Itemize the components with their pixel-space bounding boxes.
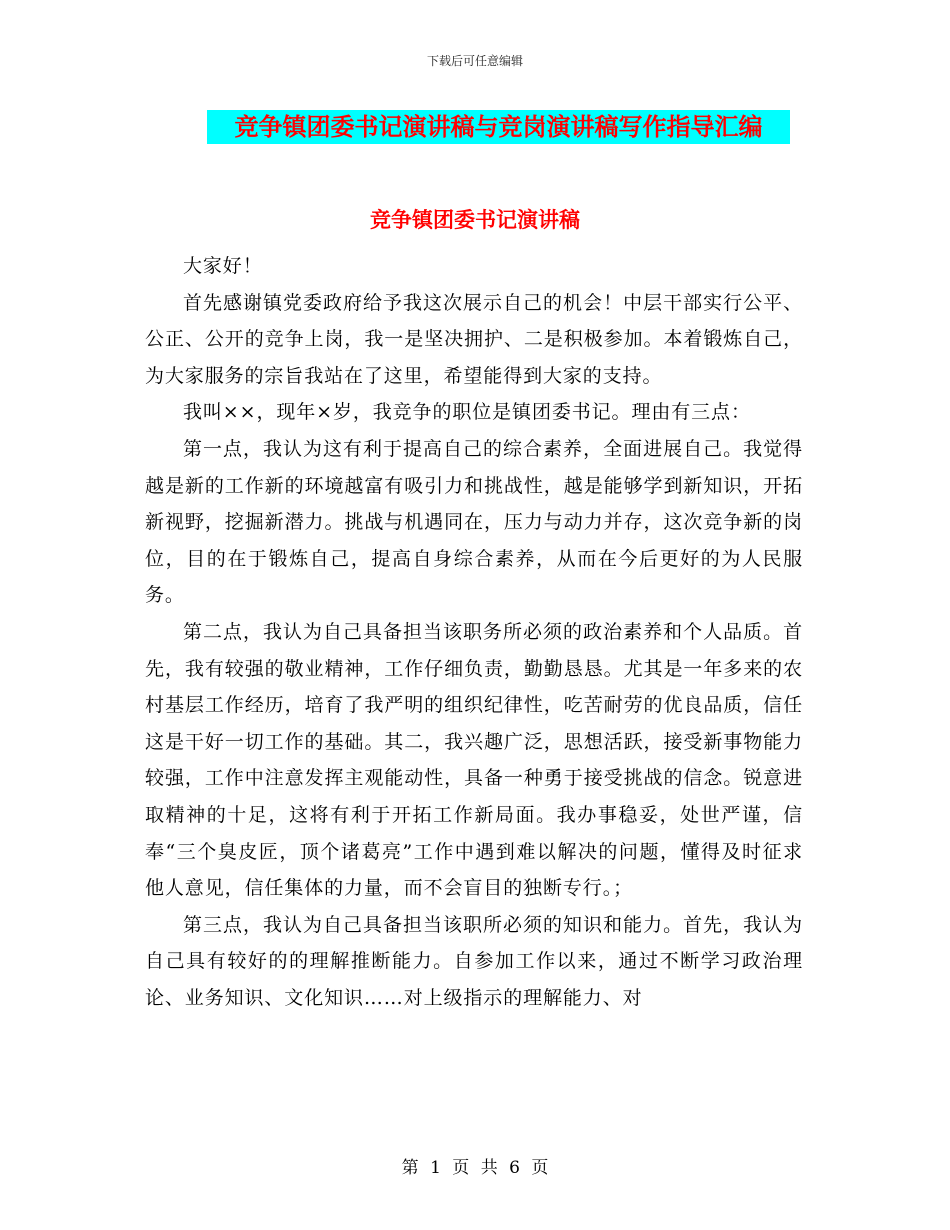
paragraph: 第三点，我认为自己具备担当该职所必须的知识和能力。首先，我认为自己具有较好的的理解推断能力。自参加工作以来，通过不断学习政治理论、业务知识、文化知识……对上级指示的理解能力、对 <box>145 913 803 1009</box>
paragraph: 我叫××，现年×岁，我竞争的职位是镇团委书记。理由有三点： <box>183 401 751 424</box>
header-note: 下载后可任意编辑 <box>426 54 523 68</box>
footer-total-word: 共 <box>480 1158 498 1178</box>
paragraph: 第一点，我认为这有利于提高自己的综合素养，全面进展自己。我觉得越是新的工作新的环境越富有吸引力和挑战性，越是能够学到新知识，开拓新视野，挖掘新潜力。挑战与机遇同在，压力与动力并存，这次竞争新的岗位，目的在于锻炼自己，提高自身综合素养，从而在今后更好的为人民服务。 <box>145 437 803 607</box>
footer-page-word: 页 <box>452 1158 470 1178</box>
paragraph: 第二点，我认为自己具备担当该职务所必须的政治素养和个人品质。首先，我有较强的敬业精神，工作仔细负责，勤勤恳恳。尤其是一年多来的农村基层工作经历，培育了我严明的组织纪律性，吃苦耐劳的优良品质，信任这是干好一切工作的基础。其二，我兴趣广泛，思想活跃，接受新事物能力较强，工作中注意发挥主观能动性，具备一种勇于接受挑战的信念。锐意进取精神的十足，这将有利于开拓工作新局面。我办事稳妥，处世严谨，信奉“三个臭皮匠，顶个诸葛亮”工作中遇到难以解决的问题，懂得及时征求他人意见，信任集体的力量，而不会盲目的独断专行。； <box>145 620 803 900</box>
footer-suffix: 页 <box>531 1158 549 1178</box>
document-body <box>145 248 803 1016</box>
section-title: 竞争镇团委书记演讲稿 <box>370 207 580 232</box>
page-footer <box>0 1153 950 1178</box>
paragraph-greeting: 大家好！ <box>183 255 263 277</box>
paragraph: 首先感谢镇党委政府给予我这次展示自己的机会！中层干部实行公平、公正、公开的竞争上岗，我一是坚决拥护、二是积极参加。本着锻炼自己，为大家服务的宗旨我站在了这里，希望能得到大家的支持。 <box>145 291 803 387</box>
document-title: 竞争镇团委书记演讲稿与竞岗演讲稿写作指导汇编 <box>207 110 790 144</box>
current-page-number: 1 <box>430 1158 441 1178</box>
total-page-count: 6 <box>509 1158 520 1178</box>
footer-prefix: 第 <box>401 1158 419 1178</box>
